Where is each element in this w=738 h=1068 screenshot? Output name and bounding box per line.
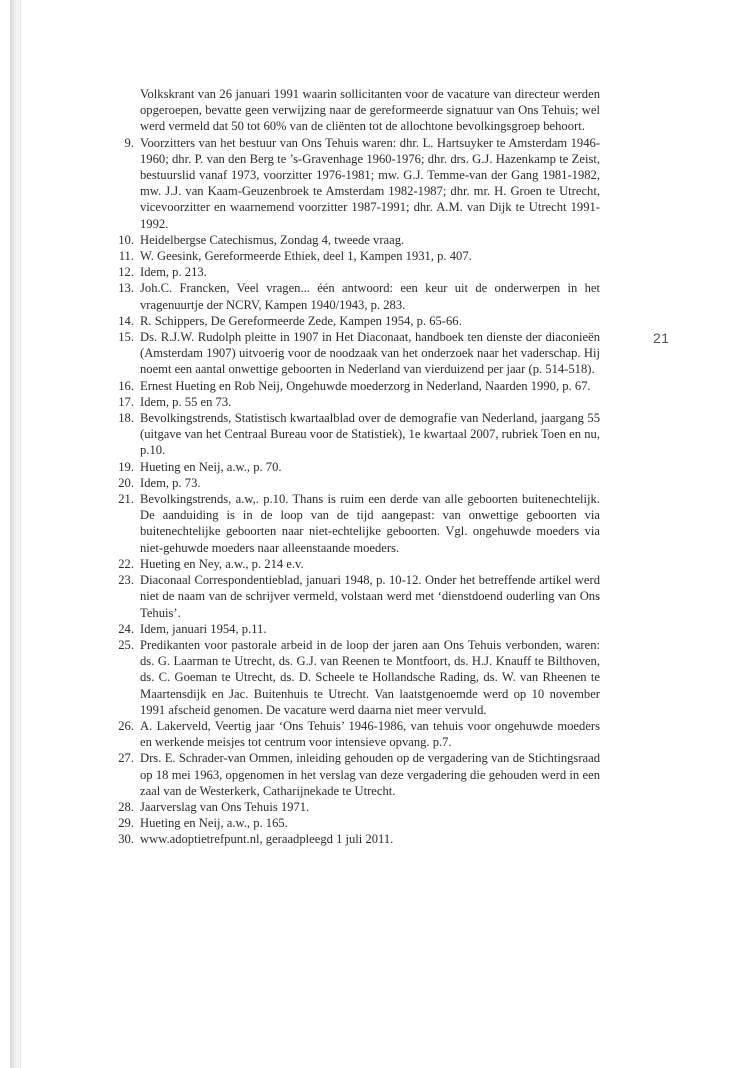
endnote-23 bbox=[106, 572, 600, 621]
endnote-24 bbox=[106, 621, 600, 637]
endnote-17 bbox=[106, 394, 600, 410]
endnote-text: Bevolkingstrends, a.w,. p.10. Thans is ruim een derde van alle geboorten buitenechtelijk. De aanduiding is in de loop van de tijd aangepast: van onwettige geboorten via buitenechtelijke geboorten naar niet-echtelijke geboorten. Vgl. ongehuwde moeders via niet-gehuwde moeders naar alleenstaande moeders. bbox=[140, 492, 600, 555]
endnote-22 bbox=[106, 556, 600, 572]
endnote-text: Heidelbergse Catechismus, Zondag 4, tweede vraag. bbox=[140, 232, 405, 247]
endnote-text: Idem, januari 1954, p.11. bbox=[140, 621, 267, 636]
endnote-text: Drs. E. Schrader-van Ommen, inleiding gehouden op de vergadering van de Stichtingsraad op 18 mei 1963, opgenomen in het verslag van deze vergadering die gehouden werd in een zaal van de Westerkerk, Catharijnekade te Utrecht. bbox=[140, 751, 600, 798]
endnote-text: Hueting en Neij, a.w., p. 165. bbox=[140, 816, 288, 831]
endnote-text: Jaarverslag van Ons Tehuis 1971. bbox=[140, 799, 310, 814]
endnote-number: 30 . bbox=[106, 831, 134, 847]
endnote-26 bbox=[106, 718, 600, 750]
endnote-number: 9 . bbox=[106, 135, 134, 151]
endnotes-list bbox=[106, 86, 600, 848]
endnote-number: 10 . bbox=[106, 232, 134, 248]
endnote-14 bbox=[106, 313, 600, 329]
endnote-number: 11 . bbox=[106, 248, 134, 264]
endnote-number: 17 . bbox=[106, 394, 134, 410]
endnote-text: Ernest Hueting en Rob Neij, Ongehuwde moederzorg in Nederland, Naarden 1990, p. 67. bbox=[140, 378, 591, 393]
endnote-21 bbox=[106, 491, 600, 556]
endnote-13 bbox=[106, 280, 600, 312]
endnote-number: 15 . bbox=[106, 329, 134, 345]
endnote-number: 27 . bbox=[106, 750, 134, 766]
endnote-number: 16 . bbox=[106, 378, 134, 394]
endnote-29 bbox=[106, 815, 600, 831]
endnote-18 bbox=[106, 410, 600, 459]
endnote-16 bbox=[106, 378, 600, 394]
page-edge-line bbox=[20, 0, 21, 1068]
endnote-number: 24 . bbox=[106, 621, 134, 637]
endnote-15 bbox=[106, 329, 600, 378]
endnote-number: 23 . bbox=[106, 572, 134, 588]
endnote-text: Joh.C. Francken, Veel vragen... één antwoord: een keur uit de onderwerpen in het vragenuurtje der NCRV, Kampen 1940/1943, p. 283. bbox=[140, 281, 600, 312]
endnote-27 bbox=[106, 750, 600, 799]
endnote-10 bbox=[106, 232, 600, 248]
endnote-11 bbox=[106, 248, 600, 264]
endnote-number: 22 . bbox=[106, 556, 134, 572]
endnote-20 bbox=[106, 475, 600, 491]
endnote-text: Hueting en Neij, a.w., p. 70. bbox=[140, 459, 282, 474]
endnote-12 bbox=[106, 264, 600, 280]
endnote-number: 28 . bbox=[106, 799, 134, 815]
endnote-text: A. Lakerveld, Veertig jaar ‘Ons Tehuis’ 1946-1986, van tehuis voor ongehuwde moeders en werkende meisjes tot centrum voor intensieve opvang. p.7. bbox=[140, 718, 600, 750]
endnote-9 bbox=[106, 135, 600, 232]
endnote-text: Idem, p. 73. bbox=[140, 475, 201, 490]
endnote-number: 18 . bbox=[106, 410, 134, 426]
endnote-text: Idem, p. 213. bbox=[140, 265, 207, 280]
endnote-number: 26 . bbox=[106, 718, 134, 734]
endnote-text: Idem, p. 55 en 73. bbox=[140, 394, 232, 409]
endnote-28 bbox=[106, 799, 600, 815]
endnote-number: 29 . bbox=[106, 815, 134, 831]
endnote-continuation: Volkskrant van 26 januari 1991 waarin sollicitanten voor de vacature van directeur werden opgeroepen, bevatte geen verwijzing naar de gereformeerde signatuur van Ons Tehuis; wel werd vermeld dat 50 tot 60% van de cliënten tot de allochtone bevolkingsgroep behoort. bbox=[140, 87, 600, 134]
endnote-text: Ds. R.J.W. Rudolph pleitte in 1907 in Het Diaconaat, handboek ten dienste der diaconieën (Amsterdam 1907) uitvoerig voor de noodzaak van het onderzoek naar het vaderschap. Hij noemt een aantal onwettige geboorten in Nederland van vierduizend per jaar (p. 514-518). bbox=[140, 330, 600, 377]
endnote-text: Voorzitters van het bestuur van Ons Tehuis waren: dhr. L. Hartsuyker te Amsterdam 1946-1960; dhr. P. van den Berg te ’s-Gravenhage 1960-1976; dhr. drs. G.J. Hazenkamp te Zeist, bestuurslid vanaf 1973, voorzitter 1976-1981; mw. G.J. Temme-van der Gang 1981-1982, mw. J.J. van Kaam-Geuzenbroek te Amsterdam 1982-1987; dhr. mr. H. Groen te Utrecht, vicevoorzitter en waarnemend voorzitter 1987-1991; dhr. A.M. van Dijk te Utrecht 1991-1992. bbox=[140, 135, 600, 231]
endnote-number: 14 . bbox=[106, 313, 134, 329]
endnote-text: Bevolkingstrends, Statistisch kwartaalblad over de demografie van Nederland, jaargang 55 (uitgave van het Centraal Bureau voor de Statistiek), 1e kwartaal 2007, rubriek Toen en nu, p.10. bbox=[140, 411, 600, 458]
endnote-number: 20 . bbox=[106, 475, 134, 491]
endnote-text: Hueting en Ney, a.w., p. 214 e.v. bbox=[140, 556, 304, 571]
endnote-text: R. Schippers, De Gereformeerde Zede, Kampen 1954, p. 65-66. bbox=[140, 313, 462, 328]
endnote-text: www.adoptietrefpunt.nl, geraadpleegd 1 juli 2011. bbox=[140, 832, 394, 847]
endnote-text: W. Geesink, Gereformeerde Ethiek, deel 1, Kampen 1931, p. 407. bbox=[140, 249, 472, 264]
endnote-number: 19 . bbox=[106, 459, 134, 475]
endnote-number: 12 . bbox=[106, 264, 134, 280]
endnote-text: Diaconaal Correspondentieblad, januari 1948, p. 10-12. Onder het betreffende artikel werd niet de naam van de schrijver vermeld, volstaan werd met ‘dienstdoend ouderling van Ons Tehuis’. bbox=[140, 573, 600, 620]
endnote-text: Predikanten voor pastorale arbeid in de loop der jaren aan Ons Tehuis verbonden, waren: ds. G. Laarman te Utrecht, ds. G.J. van Reenen te Montfoort, ds. H.J. Knauff te Bilthoven, ds. C. Goeman te Utrecht, ds. D. Scheele te Hollandsche Rading, ds. W. van Rheenen te Maartensdijk en Jac. Buitenhuis te Utrecht. Van laatstgenoemde werd op 10 november 1991 afscheid genomen. De vacature werd daarna niet meer vervuld. bbox=[140, 637, 600, 717]
endnote-number: 21 . bbox=[106, 491, 134, 507]
endnote-19 bbox=[106, 459, 600, 475]
endnote-25 bbox=[106, 637, 600, 718]
page-number: 21 bbox=[653, 330, 670, 346]
endnote-number: 13 . bbox=[106, 280, 134, 296]
book-spine-shadow bbox=[10, 0, 20, 1068]
endnote-30 bbox=[106, 831, 600, 847]
endnote-number: 25 . bbox=[106, 637, 134, 653]
